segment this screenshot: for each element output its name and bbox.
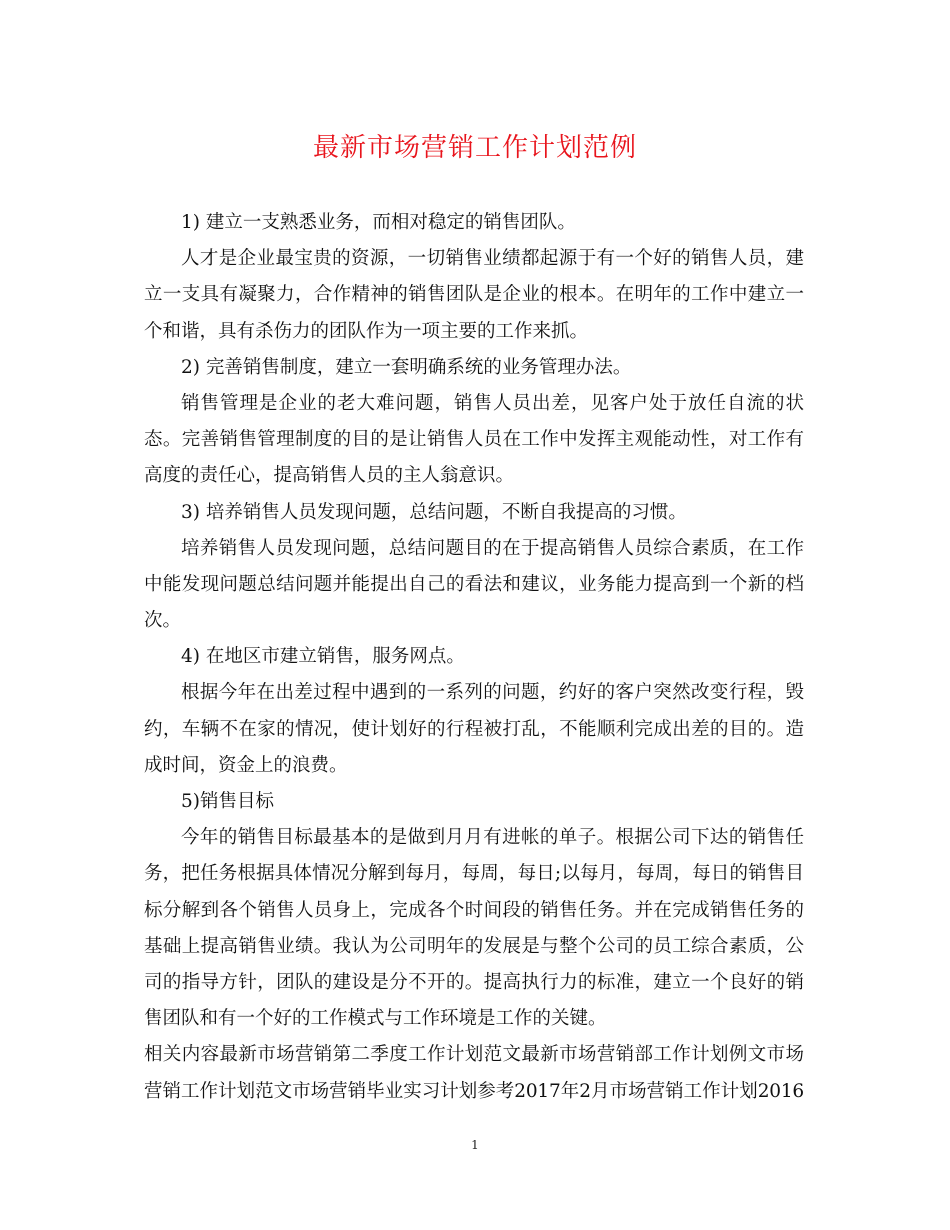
text-line: 4) 在地区市建立销售，服务网点。 bbox=[181, 646, 465, 668]
text-line: 2) 完善销售制度，建立一套明确系统的业务管理办法。 bbox=[181, 356, 632, 378]
text-line: 基础上提高销售业绩。我认为公司明年的发展是与整个公司的员工综合素质，公 bbox=[144, 935, 804, 957]
text-line: 标分解到各个销售人员身上，完成各个时间段的销售任务。并在完成销售任务的 bbox=[144, 899, 804, 921]
text-line: 次。 bbox=[144, 610, 182, 632]
text-line: 培养销售人员发现问题，总结问题目的在于提高销售人员综合素质，在工作 bbox=[181, 537, 804, 559]
text-line: 高度的责任心，提高销售人员的主人翁意识。 bbox=[144, 465, 515, 487]
text-line: 3) 培养销售人员发现问题，总结问题，不断自我提高的习惯。 bbox=[181, 501, 687, 523]
text-line: 成时间，资金上的浪费。 bbox=[144, 754, 348, 776]
text-line: 5)销售目标 bbox=[181, 791, 274, 812]
text-line: 售团队和有一个好的工作模式与工作环境是工作的关键。 bbox=[144, 1008, 607, 1030]
text-line: 个和谐，具有杀伤力的团队作为一项主要的工作来抓。 bbox=[144, 320, 589, 342]
text-line: 中能发现问题总结问题并能提出自己的看法和建议，业务能力提高到一个新的档 bbox=[144, 573, 804, 595]
text-line: 今年的销售目标最基本的是做到月月有进帐的单子。根据公司下达的销售任 bbox=[181, 827, 804, 849]
text-line: 约，车辆不在家的情况，使计划好的行程被打乱，不能顺利完成出差的目的。造 bbox=[144, 718, 804, 740]
text-line: 务，把任务根据具体情况分解到每月，每周，每日;以每月，每周，每日的销售目 bbox=[144, 863, 804, 885]
text-line: 相关内容最新市场营销第二季度工作计划范文最新市场营销部工作计划例文市场 bbox=[144, 1044, 804, 1066]
text-line: 营销工作计划范文市场营销毕业实习计划参考2017年2月市场营销工作计划2016 bbox=[144, 1080, 804, 1102]
text-line: 销售管理是企业的老大难问题，销售人员出差，见客户处于放任自流的状 bbox=[181, 392, 804, 414]
document-body bbox=[144, 205, 804, 1110]
text-line: 立一支具有凝聚力，合作精神的销售团队是企业的根本。在明年的工作中建立一 bbox=[144, 284, 804, 306]
page-number: 1 bbox=[471, 1138, 479, 1152]
document-title: 最新市场营销工作计划范例 bbox=[312, 133, 637, 163]
text-line: 1) 建立一支熟悉业务，而相对稳定的销售团队。 bbox=[181, 212, 576, 233]
text-line: 根据今年在出差过程中遇到的一系列的问题，约好的客户突然改变行程，毁 bbox=[181, 682, 804, 704]
text-line: 态。完善销售管理制度的目的是让销售人员在工作中发挥主观能动性，对工作有 bbox=[144, 429, 804, 451]
text-line: 人才是企业最宝贵的资源，一切销售业绩都起源于有一个好的销售人员，建 bbox=[181, 248, 804, 270]
text-line: 司的指导方针，团队的建设是分不开的。提高执行力的标准，建立一个良好的销 bbox=[144, 971, 804, 993]
